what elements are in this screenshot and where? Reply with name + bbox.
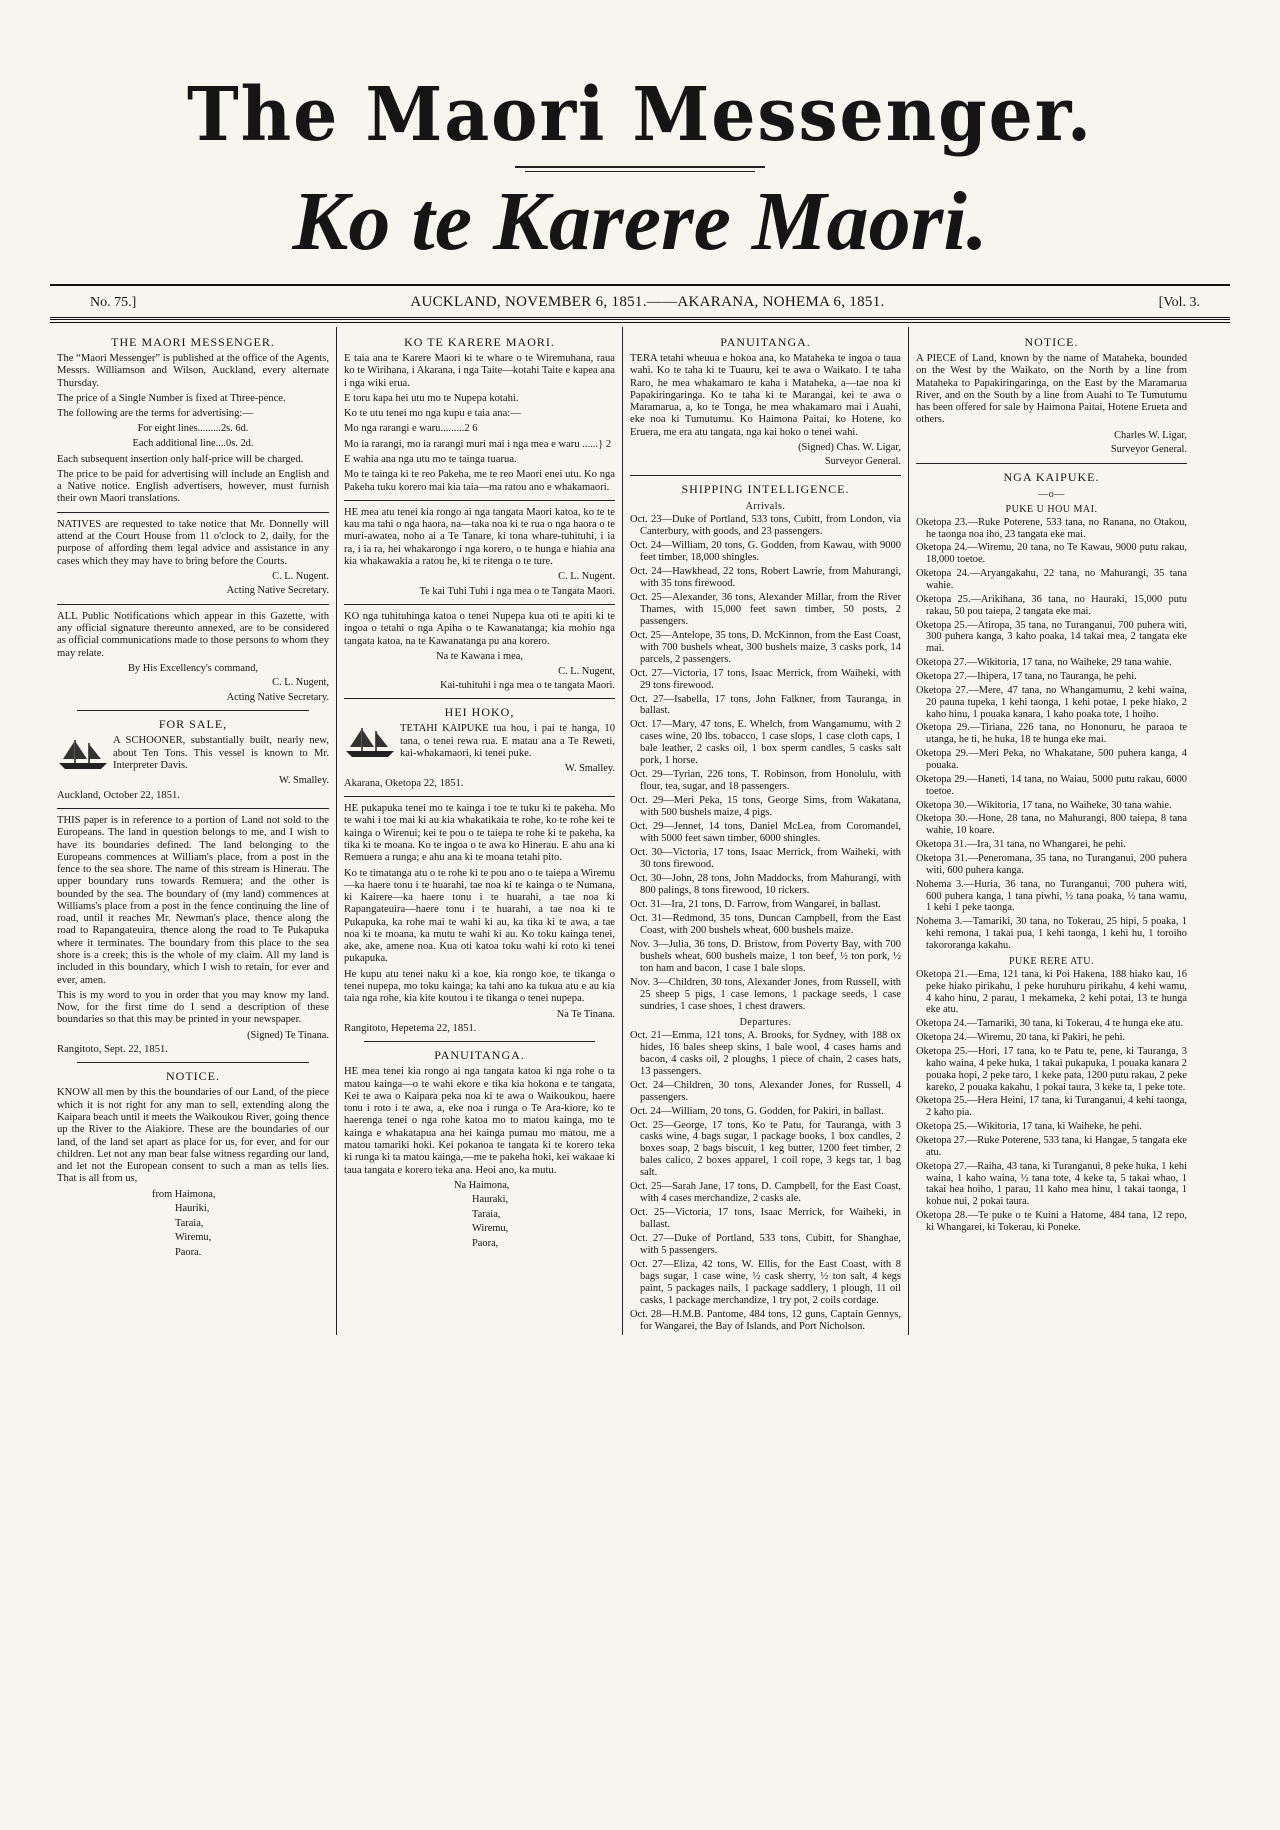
shipping-entry: Oketopa 29.—Tiriana, 226 tana, no Hononuru, he paraoa te utanga, he ti, he huka, 18 te hunga eke mai. [916, 722, 1187, 746]
article-text: Mo te tainga ki te reo Pakeha, me te reo Maori enei utu. Ko nga Pakeha tuku korero mai kia taia—ma ratou ano e whakamaori. [344, 469, 615, 493]
shipping-entry: Oct. 25—Sarah Jane, 17 tons, D. Campbell, for the East Coast, with 4 cases merchandize, 2 casks ale. [630, 1181, 901, 1205]
rate-line: Mo ia rarangi, mo ia rarangi muri mai i nga mea e waru ......} 2 [344, 438, 612, 450]
shipping-entry: Oct. 28—H.M.B. Pantome, 484 tons, 12 guns, Captain Gennys, for Wangarei, the Bay of Islands, and Port Nicholson. [630, 1309, 901, 1332]
shipping-entry: Oketopa 27.—Ruke Poterene, 533 tana, ki Hangae, 5 tangata eke atu. [916, 1135, 1187, 1158]
shipping-entry: Oketopa 25.—Wikitoria, 17 tana, ki Waiheke, he pehi. [916, 1121, 1142, 1133]
shipping-entry: Oct. 23—Duke of Portland, 533 tons, Cubitt, from London, via Canterbury, with goods, and 23 passengers. [630, 513, 901, 537]
shipping-entry: Oct. 27—Duke of Portland, 533 tons, Cubitt, for Shanghae, with 5 passengers. [630, 1233, 901, 1257]
notice-text: KNOW all men by this the boundaries of our Land, of the piece which it is not right for any man to sell, extending along the Kaipara beach until it meets the Waikoukou River, going thence up the River to the Aiakiore. These are the boundaries of our land, of the land set apart as place for us, for ever, and for our children. Let not any man bear false witness regarding our land, and let not the European consent to such a man as tells lies. That is all from us, [57, 1087, 329, 1185]
article-text: Ko te utu tenei mo nga kupu e taia ana:— [344, 408, 521, 420]
masthead-title-english: The Maori Messenger. [187, 72, 1093, 158]
signature-title: Acting Native Secretary. [226, 691, 329, 703]
article-text: The “Maori Messenger” is published at the office of the Agents, Messrs. Williamson and Wilson, Auckland, every alternate Thursday. [57, 353, 329, 389]
signature-name: Wiremu, [472, 1223, 509, 1235]
dateline-text: Rangitoto, Hepetema 22, 1851. [344, 1023, 477, 1035]
signature-name: Hauriki, [175, 1203, 210, 1215]
volume-number: [Vol. 3. [1158, 295, 1200, 310]
shipping-entry: Oketopa 31.—Peneromana, 35 tana, no Turanganui, 200 puhera witi, 600 puhera kanga. [916, 853, 1187, 876]
section-heading: PANUITANGA. [434, 1048, 525, 1063]
shipping-entry: Oketopa 28.—Te puke o te Kuini a Hatome, 484 tana, 12 repo, ki Whangarei, ki Tokerau, ki Poneke. [916, 1210, 1187, 1234]
shipping-entry: Oketopa 27.—Wikitoria, 17 tana, no Waiheke, 29 tana wahie. [916, 657, 1172, 669]
divider [57, 808, 329, 809]
shipping-entry: Oct. 25—George, 17 tons, Ko te Patu, for Tauranga, with 3 casks wine, 4 bags sugar, 1 package books, 1 box candles, 2 boxes soap, 2 bags biscuit, 1 keg butter, 1200 feet timber, 2 bales calico, 2 boxes apparel, 1 coil rope, 3 kegs tar, 1 bag salt. [630, 1119, 901, 1179]
divider [916, 463, 1187, 464]
section-heading: NOTICE. [166, 1069, 220, 1084]
shipping-entry: Oketopa 29.—Haneti, 14 tana, no Waiau, 5000 putu rakau, 6000 toetoe. [916, 773, 1187, 797]
signature: C. L. Nugent, [558, 665, 615, 677]
subsection-heading: Departures. [739, 1016, 792, 1028]
section-heading: PANUITANGA. [720, 335, 811, 349]
subsection-heading: PUKE U HOU MAI. [1005, 503, 1098, 515]
shipping-entry: Oketopa 27.—Raiha, 43 tana, ki Turanganui, 8 peke huka, 1 kehi waina, 1 kaho waina, ½ tana tote, 4 keke ta, 5 takai whao, 1 takai hea hoiho, 1 parau, 11 kaho mea hinu, 1 takai taonga, 1 kohue nui, 2 pokai taura. [916, 1160, 1187, 1208]
signature: W. Smalley. [564, 763, 615, 775]
article-text: Each subsequent insertion only half-price will be charged. [57, 453, 304, 465]
section-heading: NGA KAIPUKE. [1003, 469, 1100, 484]
signature: C. L. Nugent. [558, 571, 615, 583]
signature-note: By His Excellency's command, [128, 662, 258, 674]
column-1 [50, 327, 336, 1335]
divider [57, 604, 329, 605]
divider [344, 796, 615, 797]
shipping-entry: Oketopa 25.—Atiropa, 35 tana, no Turanganui, 700 puhera witi, 300 puhera kanga, 3 kaho poaka, 14 takai mea, 2 tangata eke mai. [916, 619, 1187, 655]
signature: Na Te Tinana. [556, 1008, 615, 1020]
signature-title: Kai-tuhituhi i nga mea o te tangata Maori. [440, 680, 615, 691]
shipping-entry: Nohema 3.—Huria, 36 tana, no Turanganui, 700 puhera witi, 600 puhera kanga, 1 tana piwhi, ½ tana poaka, ½ tana wamu, 1 kehi 1 peke taonga. [916, 878, 1187, 914]
column-4 [908, 327, 1194, 1335]
section-heading: KO TE KARERE MAORI. [404, 335, 555, 349]
shipping-entry: Oketopa 24.—Wiremu, 20 tana, ki Pakiri, he pehi. [916, 1032, 1126, 1044]
shipping-entry: Oct. 25—Antelope, 35 tons, D. McKinnon, from the East Coast, with 700 bushels wheat, 300 bushels maize, 3 casks pork, 14 parcels, 2 passengers. [630, 629, 901, 665]
signature: Na Haimona, [454, 1179, 510, 1191]
newspaper-page [50, 0, 1230, 1810]
shipping-entry: Oct. 29—Tyrian, 226 tons, T. Robinson, from Honolulu, with flour, tea, sugar, and 18 passengers. [630, 769, 901, 793]
shipping-entry: Oct. 25—Alexander, 36 tons, Alexander Millar, from the River Thames, with 15,000 feet sawn timber, 50 posts, 2 passengers. [630, 591, 901, 627]
signature-name: Wiremu, [175, 1232, 212, 1244]
divider [364, 1041, 595, 1042]
masthead-title-maori: Ko te Karere Maori. [292, 175, 988, 268]
dateline [50, 286, 1230, 315]
departures-list [630, 1030, 901, 1333]
notice-text: HE mea atu tenei kia rongo ai nga tangata Maori katoa, ko te te kau ma tahi o nga haora, na—taka noa ki te rua o nga haora o te muri-awatea, noho ai a Te Tanare, ki tona whare-tuhituhi, i ia ra, i ia ra, hei whakarongo i nga korero, o te hunga e hiahia ana kia whakawakia a ratou he, ki te ritenga o te ture. [344, 506, 615, 567]
rate-line: Each additional line....0s. 2d. [132, 438, 254, 450]
issue-number: No. 75.] [90, 295, 137, 310]
shipping-entry: Oketopa 24.—Tamariki, 30 tana, ki Tokerau, 4 te hunga eke atu. [916, 1018, 1183, 1030]
section-heading: THE MAORI MESSENGER. [111, 335, 275, 349]
signature-name: Paora, [472, 1237, 499, 1249]
advert-text: A SCHOONER, substantially built, nearly new, about Ten Tons. This vessel is known to Mr. Interpreter Davis. [113, 735, 329, 771]
signature-name: Taraia, [472, 1208, 501, 1220]
shipping-entry: Oct. 24—William, 20 tons, G. Godden, from Kawau, with 9000 feet timber, 18,000 shingles. [630, 539, 901, 563]
signature: from Haimona, [152, 1188, 216, 1200]
shipping-entry: Oct. 24—Hawkhead, 22 tons, Robert Lawrie, from Mahurangi, with 35 tons firewood. [630, 565, 901, 589]
shipping-entry: Oketopa 27.—Mere, 47 tana, no Whangamumu, 2 kehi waina, 20 pauna tupeka, 1 kehi taonga, 1 kehi potae, 1 peke hiako, 2 kaho hinu, 1 pouaka kanara, 1 kaho poaka tote, 1 hoiho. [916, 684, 1187, 720]
heading-ornament: —o— [1038, 488, 1065, 500]
masthead-divider [515, 166, 765, 168]
dateline-text: Auckland, October 22, 1851. [57, 789, 180, 801]
shipping-entry: Oketopa 21.—Ema, 121 tana, ki Poi Hakena, 188 hiako kau, 16 peke hiako pirikahu, 1 peke huruhuru pirikahu, 4 kehi wamu, 4 kaho hinu, 2 parau, 1 mekameka, 2 kehi potai, 13 te hunga eke atu. [916, 968, 1187, 1016]
dateline-text: Akarana, Oketopa 22, 1851. [344, 777, 464, 789]
shipping-entry: Oct. 31—Redmond, 35 tons, Duncan Campbell, from the East Coast, with 200 bushels wheat, 600 bushels maize. [630, 912, 901, 936]
dateline-rule [50, 317, 1230, 323]
shipping-entry: Oketopa 24.—Aryangakahu, 22 tana, no Mahurangi, 35 tana wahie. [916, 568, 1187, 591]
departures-list [916, 969, 1187, 1234]
shipping-entry: Nov. 3—Children, 30 tons, Alexander Jones, from Russell, with 25 sheep 5 pigs, 1 case lemons, 1 package seeds, 1 case sundries, 1 case shoes, 1 chest drawers. [630, 976, 901, 1012]
shipping-entry: Oketopa 24.—Wiremu, 20 tana, no Te Kawau, 9000 putu rakau, 18,000 toetoe. [916, 542, 1187, 566]
signature: (Signed) Chas. W. Ligar, [798, 441, 901, 453]
shipping-entry: Oketopa 31.—Ira, 31 tana, no Whangarei, he pehi. [916, 839, 1126, 851]
shipping-entry: Oct. 29—Meri Peka, 15 tons, George Sims, from Wakatana, with 500 bushels maize, 4 pigs. [630, 795, 901, 819]
divider [630, 475, 901, 476]
shipping-entry: Oct. 29—Jennet, 14 tons, Daniel McLea, from Coromandel, with 5000 feet sawn timber, 6000 shingles. [630, 821, 901, 845]
masthead-divider-thin [525, 171, 755, 172]
divider [77, 710, 309, 711]
article-text: HE pukapuka tenei mo te kainga i toe te tuku ki te pakeha. Mo te wahi i toe mai ki au kia whakatikaia te rohe, ko te rohe kei te kainga o Wirenui; kei te pou o te taiepa te rohe ki te pakeha, ka tika ki te moana. Ko te ingoa o te awa ko Hinerau. E ahu ana ki Remuera a runga; e ahu ana ki te moana tetahi pito. [344, 803, 615, 864]
shipping-entry: Oketopa 25.—Hera Heini, 17 tana, ki Turanganui, 4 kehi taonga, 2 kaho pia. [916, 1095, 1187, 1119]
notice-text: TERA tetahi wheuua e hokoa ana, ko Mataheka te ingoa o taua wahi. Ko te taha ki te Tuauru, kei te awa o Waikato. I te taha Raro, he mea whakamaro te kaha i Mataheka, a—tae noa ki Papakiringaringa. Ko te taha ki te Marangai, kei te awa o Maramarua, a, ko te Tonga, he mea whakamaro mai i Auahi, eke noa ki Tumutumu. Ko Haimona Paitai, ko Hotene, ko Eruera, me era atu tangata, nga kai hoko o tenei wahi. [630, 353, 901, 438]
shipping-entry: Nov. 3—Julia, 36 tons, D. Bristow, from Poverty Bay, with 700 bushels wheat, 600 bushels maize, 1 ton beef, ½ ton pork, ½ ton ham and bacon, 1 case 1 bale slops. [630, 938, 901, 974]
signature-title: Acting Native Secretary. [226, 585, 329, 597]
shipping-entry: Oketopa 25.—Arikihana, 36 tana, no Hauraki, 15,000 putu rakau, 50 pou taiepa, 2 tangata eke mai. [916, 593, 1187, 617]
notice-text: NATIVES are requested to take notice that Mr. Donnelly will attend at the Court House from 11 o'clock to 2, daily, for the purpose of affording them legal advice and assistance in any cases which they may have to bring before the Courts. [57, 518, 329, 567]
shipping-entry: Oct. 21—Emma, 121 tons, A. Brooks, for Sydney, with 188 ox hides, 16 bales sheep skins, 1 bale wool, 4 cases hams and bacon, 4 casks oil, 2 ploughs, 1 piece of chain, 2 cases hats, 13 passengers. [630, 1029, 901, 1077]
advert-text: TETAHI KAIPUKE tua hou, i pai te hanga, 10 tana, o tenei rewa rua. E matau ana a Te Reweti, kai-whakamaori, ki tenei puke. [400, 723, 615, 760]
signature-title: Surveyor General. [1110, 444, 1187, 456]
divider [344, 698, 615, 699]
divider [57, 512, 329, 513]
section-heading: HEI HOKO, [444, 705, 515, 720]
divider [344, 604, 615, 605]
signature: C. L. Nugent. [272, 570, 329, 582]
divider [344, 500, 615, 501]
shipping-entry: Oketopa 23.—Ruke Poterene, 533 tana, no Ranana, no Otakou, he taonga noa iho, 23 tangata eke mai. [916, 516, 1187, 540]
shipping-entry: Oct. 24—Children, 30 tons, Alexander Jones, for Russell, 4 passengers. [630, 1079, 901, 1103]
rate-line: Mo nga rarangi e waru.........2 6 [344, 423, 478, 435]
subsection-heading: Arrivals. [745, 500, 786, 512]
signature-note: Na te Kawana i mea, [436, 651, 523, 663]
article-text: He kupu atu tenei naku ki a koe, kia rongo koe, te tikanga o tenei nupepa, mo toku kainga; ka tahi ano ka tukua atu e au kia taia nga rohe, kia kite koutou i te tikanga o tenei nupepa. [344, 968, 615, 1005]
shipping-entry: Oct. 27—Victoria, 17 tons, Isaac Merrick, from Waiheki, with 29 tons firewood. [630, 667, 901, 691]
shipping-entry: Oct. 27—Isabella, 17 tons, John Falkner, from Tauranga, in ballast. [630, 693, 901, 717]
signature: Charles W. Ligar, [1114, 429, 1187, 441]
article-text: The following are the terms for advertising:— [57, 408, 253, 420]
arrivals-list [630, 514, 901, 1013]
article-text: The price to be paid for advertising will include an English and a Native notice. English advertisers, however, must furnish their own Maori translations. [57, 468, 329, 505]
section-heading: SHIPPING INTELLIGENCE. [681, 481, 850, 496]
signature: (Signed) Te Tinana. [247, 1029, 329, 1041]
signature-name: Paora. [175, 1246, 202, 1258]
shipping-entry: Oketopa 25.—Hori, 17 tana, ko te Patu te, pene, ki Tauranga, 3 kaho waina, 4 peke huka, 1 takai pukapuka, 1 pouaka kanara 2 pouaka hopi, 2 peke taro, 1 keke pata, 1200 putu rakau, 2 peke kareko, 2 pouaka kakahu, 1 pokai taura, 3 keke ta, 1 peke tote. [916, 1046, 1187, 1093]
ship-icon [344, 725, 396, 759]
shipping-entry: Oct. 24—William, 20 tons, G. Godden, for Pakiri, in ballast. [630, 1105, 884, 1117]
article-text: E toru kapa hei utu mo te Nupepa kotahi. [344, 392, 519, 404]
rate-line: For eight lines.........2s. 6d. [137, 423, 249, 435]
shipping-entry: Oketopa 30.—Wikitoria, 17 tana, no Waiheke, 30 tana wahie. [916, 799, 1172, 811]
shipping-entry: Oct. 25—Victoria, 17 tons, Isaac Merrick, for Waiheki, in ballast. [630, 1207, 901, 1231]
arrivals-list [916, 517, 1187, 952]
notice-text: KO nga tuhituhinga katoa o tenei Nupepa kua oti te apiti ki te ingoa o tetahi o nga Apiha o te Kawanatanga; kia mohio nga tangata katoa, na te Kawanatanga pu ana korero. [344, 611, 615, 647]
shipping-entry: Oketopa 30.—Hone, 28 tana, no Mahurangi, 800 taiepa, 8 tana wahie, 10 koare. [916, 813, 1187, 837]
signature-title: Surveyor General. [824, 456, 901, 468]
shipping-entry: Oketopa 29.—Meri Peka, no Whakatane, 500 puhera kanga, 4 pouaka. [916, 748, 1187, 771]
shipping-entry: Oketopa 27.—Ihipera, 17 tana, no Tauranga, he pehi. [916, 670, 1137, 682]
divider [77, 1062, 309, 1063]
signature-name: Taraia, [175, 1217, 204, 1229]
dateline-text: Rangitoto, Sept. 22, 1851. [57, 1044, 168, 1056]
column-3 [622, 327, 908, 1335]
section-heading: FOR SALE, [158, 717, 228, 732]
article-text: The price of a Single Number is fixed at Three-pence. [57, 392, 286, 404]
article-text: This is my word to you in order that you may know my land. Now, for the first time do I send a description of these boundaries so that this may be printed in your newspaper. [57, 989, 329, 1026]
shipping-entry: Nohema 3.—Tamariki, 30 tana, no Tokerau, 25 hipi, 5 poaka, 1 kehi remona, 1 takai pua, 1 kehi taonga, 1 kehi hu, 1 toroiho takororanga kakahu. [916, 916, 1187, 952]
article-text: E wahia ana nga utu mo te tainga tuarua. [344, 453, 517, 465]
shipping-entry: Oct. 31—Ira, 21 tons, D. Farrow, from Wangarei, in ballast. [630, 899, 881, 910]
notice-text: ALL Public Notifications which appear in this Gazette, with any official signature thereunto annexed, are to be considered as official communications made to those persons to whom they may relate. [57, 610, 329, 659]
notice-text: A PIECE of Land, known by the name of Mataheka, bounded on the West by the Waikato, on the North by a line from Mataheka to Papakiringaringa, on the East by the Maramarua River, and on the South by a line from Auahi to Te Tumutumu has been offered for sale by Haimona Paitai, Hotene Erueta and others. [916, 353, 1187, 426]
article-text: THIS paper is in reference to a portion of Land not sold to the Europeans. The land in question belongs to me, and I wish to have its boundaries defined. The land belonging to the Europeans commences at William's place, from a post in the fence to the sea shore. The name of this stream is Hinerau. The upper boundary runs towards Remuera; and the other is bounded by the sea. The boundary of (my land) commences at Williams's place from a post in the fence continuing the line of road, until it reaches Mr. Newman's place, thence along the road to Rapangateuira, thence along the road to Te Pukapuka where it terminates. The boundary from this place to the sea shore is a creek; this is the whole of my claim. All my land is included in this boundary, which I wish to retain, for ever and ever, amen. [57, 814, 329, 986]
column-2 [336, 327, 622, 1335]
ship-icon [57, 737, 109, 771]
signature-name: Hauraki, [472, 1194, 509, 1206]
shipping-entry: Oct. 27—Eliza, 42 tons, W. Ellis, for the East Coast, with 8 bags sugar, 1 case wine, ½ cask sherry, ½ ton salt, 4 kegs paint, 5 packages nails, 1 package saddlery, 1 plough, 11 oil casks, 1 package merchandize, 1 try pot, 2 coils cordage. [630, 1259, 901, 1307]
section-heading: NOTICE. [1024, 335, 1079, 349]
notice-text: HE mea tenei kia rongo ai nga tangata katoa ki nga rohe o ta matou kainga—o te wahi ekore e tika kia hokona e te tangata, Kei te awa o Kaipara peka noa ki te awa o Waikoukou, haere tonu i roto i te awa, a, eke noa i runga o Te Ara-kiore, ko te haerenga tenei o nga rohe katoa mo to matou kainga, mo te kainga e whakatapua ana hei kainga pumau mo matou, me a matou tamariki hoki. Kei pokanoa te tangata ki te korero teka ki runga ki ta matou kainga,—me te pakeha hoki, kei wakaae ki taua tangata e korero teka ana. Heoi ano, ka mutu. [344, 1066, 615, 1176]
signature-title: Te kai Tuhi Tuhi i nga mea o te Tangata Maori. [419, 585, 615, 597]
shipping-entry: Oct. 30—John, 28 tons, John Maddocks, from Mahurangi, with 800 palings, 8 tons firewood, 10 rickers. [630, 873, 901, 897]
issue-date: AUCKLAND, NOVEMBER 6, 1851.——AKARANA, NOHEMA 6, 1851. [410, 294, 885, 310]
signature: C. L. Nugent, [272, 677, 329, 689]
shipping-entry: Oct. 17—Mary, 47 tons, E. Whelch, from Wangamumu, with 2 cases wine, 20 lbs. tobacco, 1 case slops, 1 case cloth caps, 1 bale leather, 2 casks oil, 1 box sperm candles, 5 casks salt pork, 1 horse. [630, 719, 901, 767]
article-text: E taia ana te Karere Maori ki te whare o te Wiremuhana, raua ko te Wirihana, i Akarana, i nga Taite—kotahi Taite e kapea ana i nga wiki erua. [344, 353, 615, 389]
subsection-heading: PUKE RERE ATU. [1008, 955, 1095, 967]
shipping-entry: Oct. 30—Victoria, 17 tons, Isaac Merrick, from Waiheki, with 30 tons firewood. [630, 847, 901, 871]
columns [50, 327, 1230, 1335]
article-text: Ko te timatanga atu o te rohe ki te pou ano o te taiepa a Wiremu—ka haere tonu i te huarahi, tae noa ki te kainga o te Numana, ki Kairere—ka haere tonu i te huarahi, a tae noa ki Rapangateuira—haere tonu i te huarahi, a tae noa ki te Pukapuka, ka rohe mai te wahi ki au, ka tika ki te awa, a tae noa ki te moana, ka mutu te wahi ki au. Ko toku kainga tenei, ake, ake, amene noa. Kua oti katoa toku wahi ki roto ki tenei pukapuka. [344, 867, 615, 965]
signature: W. Smalley. [278, 775, 329, 787]
